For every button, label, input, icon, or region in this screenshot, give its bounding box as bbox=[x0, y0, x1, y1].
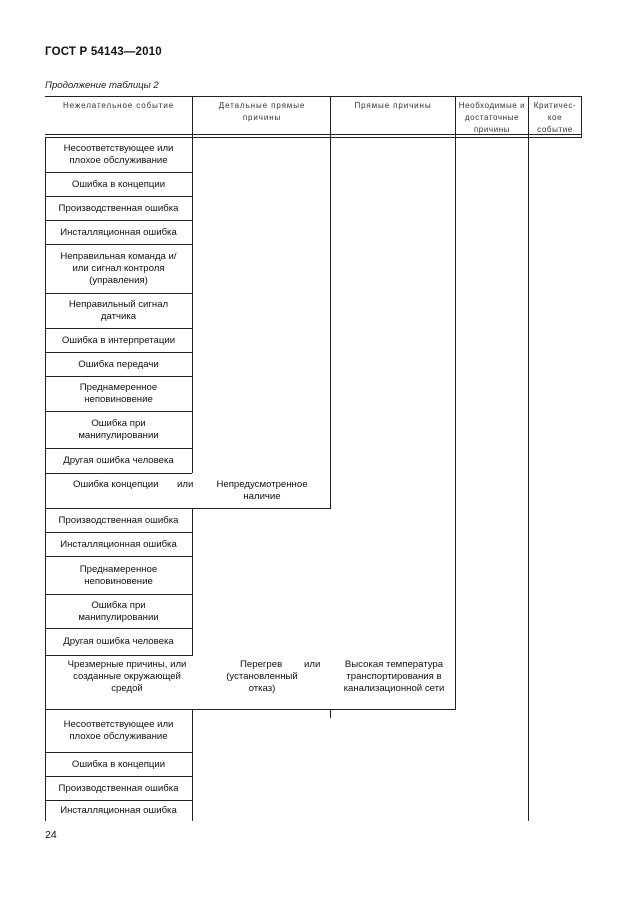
event-cell: Ошибка в концепции bbox=[71, 178, 166, 190]
high-temperature-cause: Высокая температура транспортирования в канализационной сети bbox=[343, 659, 445, 694]
unforeseen-presence: Непредусмотренное наличие bbox=[216, 479, 308, 502]
header-direct-causes: Прямые причины bbox=[354, 101, 432, 110]
event-cell: Ошибка при манипулировании bbox=[78, 418, 159, 441]
event-cell: Производственная ошибка bbox=[58, 202, 179, 214]
necessary-col-line bbox=[455, 137, 456, 710]
event-cell: Инсталляционная ошибка bbox=[60, 538, 177, 550]
event-cell: Ошибка при манипулировании bbox=[78, 599, 159, 623]
direct-col-line bbox=[330, 137, 331, 508]
event-cell: Преднамеренное неповиновение bbox=[79, 563, 158, 587]
concept-error-event: Ошибка концепции bbox=[73, 479, 159, 490]
event-cell: Неправильная команда и/или сигнал контроля (управления) bbox=[60, 251, 177, 286]
detail-col-line-group2 bbox=[192, 508, 193, 656]
event-cell: Другая ошибка человека bbox=[63, 455, 174, 466]
header-undesired-event: Нежелательное событие bbox=[62, 101, 175, 110]
event-cell: Инсталляционная ошибка bbox=[60, 805, 177, 816]
event-cell: Производственная ошибка bbox=[58, 514, 179, 526]
header-divider-3 bbox=[455, 96, 456, 137]
overheating-detail: Перегрев bbox=[240, 659, 283, 670]
header-divider-2 bbox=[330, 96, 331, 137]
page-number: 24 bbox=[45, 829, 57, 841]
event-cell: Ошибка передачи bbox=[78, 358, 159, 370]
or-connector: или bbox=[177, 479, 194, 490]
event-cell: Производственная ошибка bbox=[58, 782, 179, 794]
detail-col-line-group1 bbox=[192, 137, 193, 473]
excessive-causes-event: Чрезмерные причины, или созданные окружающей средой bbox=[67, 659, 187, 694]
established-failure: (установленный отказ) bbox=[226, 671, 298, 694]
event-cell: Ошибка в концепции bbox=[71, 758, 166, 770]
event-cell: Несоответствующее или плохое обслуживание bbox=[63, 143, 174, 166]
standard-code: ГОСТ Р 54143—2010 bbox=[45, 46, 162, 58]
header-critical-event: Критичес-кое событие bbox=[533, 101, 577, 134]
header-necessary-sufficient-causes: Необходимые и достаточные причины bbox=[458, 101, 526, 134]
event-cell: Другая ошибка человека bbox=[63, 636, 174, 647]
row-sep bbox=[45, 655, 192, 656]
row-sep bbox=[45, 473, 192, 474]
event-cell: Инсталляционная ошибка bbox=[60, 226, 177, 238]
event-cell: Несоответствующее или плохое обслуживание bbox=[63, 719, 174, 742]
detail-col-line-group3 bbox=[192, 710, 193, 821]
header-divider-1 bbox=[192, 96, 193, 137]
event-cell: Неправильный сигнал датчика bbox=[68, 299, 169, 322]
header-detailed-direct-causes: Детальные прямые причины bbox=[218, 101, 306, 122]
header-top-border bbox=[45, 96, 582, 97]
critical-col-line bbox=[528, 137, 529, 821]
header-right-border bbox=[581, 96, 582, 137]
header-bottom-border bbox=[45, 134, 582, 135]
or-connector: или bbox=[304, 659, 321, 670]
event-cell: Ошибка в интерпретации bbox=[61, 334, 176, 346]
table-continuation-caption: Продолжение таблицы 2 bbox=[45, 80, 159, 91]
direct-col-line-bottom bbox=[330, 710, 331, 718]
header-divider-4 bbox=[528, 96, 529, 137]
event-cell: Преднамеренное неповиновение bbox=[79, 382, 158, 405]
